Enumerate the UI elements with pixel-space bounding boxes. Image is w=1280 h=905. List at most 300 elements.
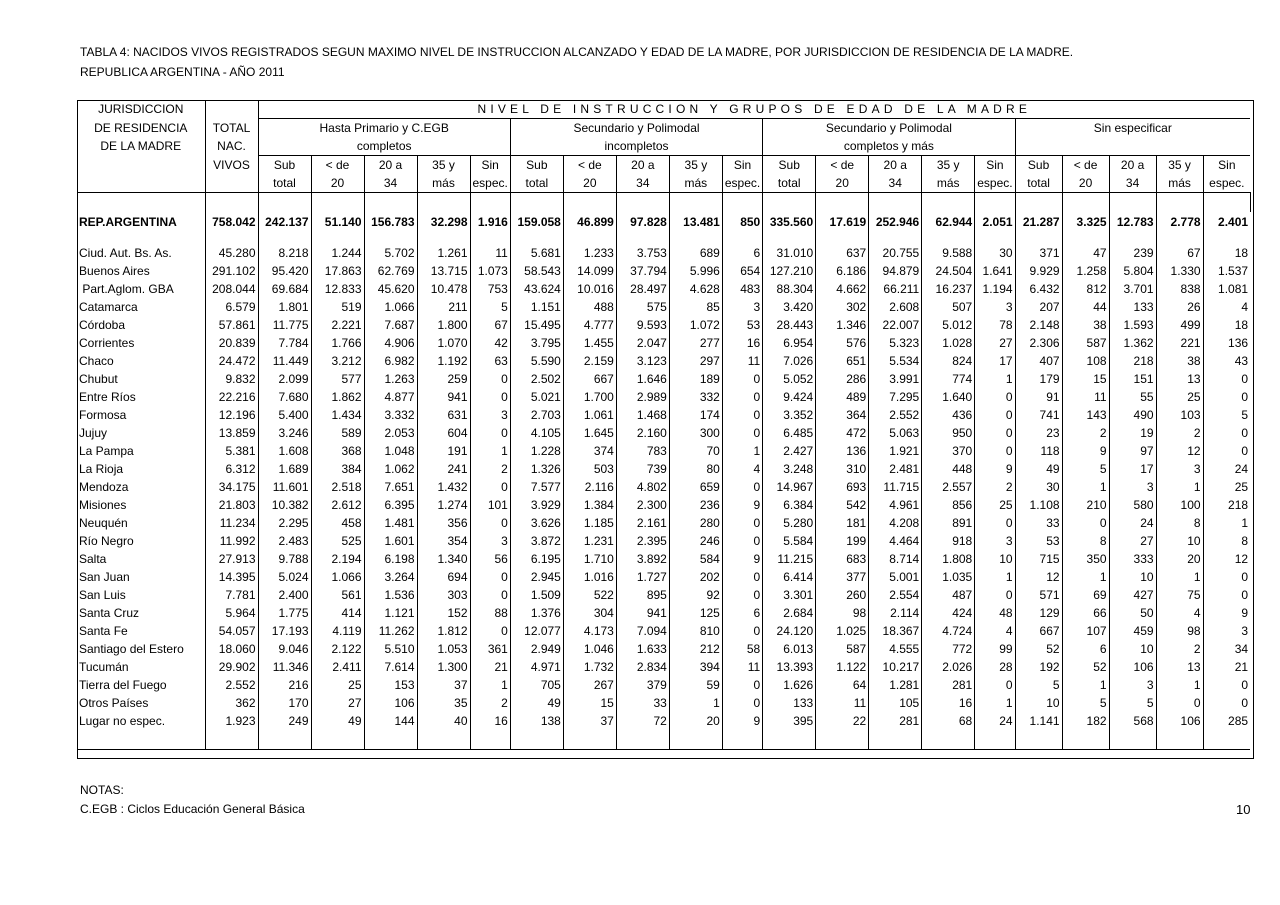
row-value: 1	[669, 694, 722, 712]
row-value: 3.248	[763, 460, 816, 478]
row-value: 1.432	[417, 478, 470, 496]
row-value: 3.246	[258, 424, 311, 442]
row-value: 0	[722, 622, 762, 640]
row-value: 25	[1156, 388, 1203, 406]
header-nivel: NIVEL DE INSTRUCCION Y GRUPOS DE EDAD DE LA MADRE	[258, 100, 1250, 119]
row-jurisdiction: Jujuy	[79, 426, 108, 440]
row-value: 91	[1015, 388, 1062, 406]
row-value: 4.971	[510, 658, 563, 676]
row-value: 1.468	[616, 406, 669, 424]
row-value: 94.879	[869, 262, 922, 280]
row-value: 136	[816, 442, 869, 460]
table-row	[77, 532, 1255, 550]
row-value: 192	[1015, 658, 1062, 676]
row-value: 424	[922, 604, 975, 622]
row-value: 1.727	[616, 568, 669, 586]
row-value: 212	[669, 640, 722, 658]
row-value: 7.784	[258, 334, 311, 352]
row-value: 2.483	[258, 532, 311, 550]
row-value: 1	[470, 676, 510, 694]
table-row	[77, 550, 1255, 568]
row-value: 3.352	[763, 406, 816, 424]
subheader-bottom-g1-0: total	[258, 174, 311, 193]
row-value: 4.208	[869, 514, 922, 532]
row-value: 2.552	[205, 676, 258, 694]
table-row	[77, 406, 1255, 424]
row-jurisdiction: Entre Ríos	[79, 390, 136, 404]
row-value: 3	[1109, 478, 1156, 496]
row-value: 11	[816, 694, 869, 712]
row-value: 0	[470, 514, 510, 532]
row-value: 1.072	[669, 316, 722, 334]
row-value: 4.173	[563, 622, 616, 640]
row-value: 25	[311, 676, 364, 694]
row-value: 108	[1062, 352, 1109, 370]
row-value: 267	[563, 676, 616, 694]
row-value: 1.608	[258, 442, 311, 460]
row-value: 6.186	[816, 262, 869, 280]
subheader-top-g1-4: Sin	[470, 156, 510, 175]
row-value: 13.859	[205, 424, 258, 442]
row-value: 395	[763, 712, 816, 730]
row-value: 332	[669, 388, 722, 406]
row-value: 810	[669, 622, 722, 640]
row-value: 1.028	[922, 334, 975, 352]
row-value: 0	[975, 388, 1015, 406]
subheader-bottom-g1-3: más	[417, 174, 470, 193]
row-value: 4.906	[364, 334, 417, 352]
row-value: 156.783	[364, 212, 417, 232]
row-value: 11.234	[205, 514, 258, 532]
row-value: 13	[1156, 370, 1203, 388]
row-value: 1.233	[563, 244, 616, 262]
row-value: 191	[417, 442, 470, 460]
row-value: 6.198	[364, 550, 417, 568]
row-value: 1.766	[311, 334, 364, 352]
row-jurisdiction: San Luis	[79, 588, 126, 602]
row-value: 5.280	[763, 514, 816, 532]
row-value: 174	[669, 406, 722, 424]
row-value: 259	[417, 370, 470, 388]
row-value: 6.195	[510, 550, 563, 568]
row-value: 297	[669, 352, 722, 370]
row-value: 1.330	[1156, 262, 1203, 280]
row-value: 384	[311, 460, 364, 478]
row-value: 0	[1203, 424, 1250, 442]
header-total-1: TOTAL	[205, 119, 258, 138]
row-value: 5.001	[869, 568, 922, 586]
row-value: 0	[722, 532, 762, 550]
row-value: 2.161	[616, 514, 669, 532]
notes-label: NOTAS:	[80, 783, 124, 797]
row-value: 2.401	[1203, 212, 1250, 232]
subheader-bottom-g4-2: 34	[1109, 174, 1156, 193]
row-value: 54.057	[205, 622, 258, 640]
row-value: 0	[722, 694, 762, 712]
row-value: 1.066	[364, 298, 417, 316]
row-value: 568	[1109, 712, 1156, 730]
row-jurisdiction: Córdoba	[79, 318, 126, 332]
row-value: 9	[975, 460, 1015, 478]
row-value: 525	[311, 532, 364, 550]
row-value: 78	[975, 316, 1015, 334]
row-value: 356	[417, 514, 470, 532]
row-value: 394	[669, 658, 722, 676]
row-value: 12.833	[311, 280, 364, 298]
row-value: 488	[563, 298, 616, 316]
table-row	[77, 496, 1255, 514]
table-row	[77, 388, 1255, 406]
row-value: 1.434	[311, 406, 364, 424]
row-value: 580	[1109, 496, 1156, 514]
row-value: 24.120	[763, 622, 816, 640]
row-value: 576	[816, 334, 869, 352]
row-value: 0	[722, 478, 762, 496]
row-value: 3.626	[510, 514, 563, 532]
row-jurisdiction: Formosa	[79, 408, 127, 422]
row-value: 1.916	[470, 212, 510, 232]
row-value: 49	[1015, 460, 1062, 478]
row-value: 6	[722, 604, 762, 622]
row-value: 52	[1015, 640, 1062, 658]
row-value: 29.902	[205, 658, 258, 676]
row-value: 44	[1062, 298, 1109, 316]
row-value: 577	[311, 370, 364, 388]
row-jurisdiction: La Pampa	[79, 444, 134, 458]
row-value: 18	[1203, 316, 1250, 334]
row-value: 667	[563, 370, 616, 388]
row-value: 3	[975, 532, 1015, 550]
row-value: 13.481	[669, 212, 722, 232]
row-value: 693	[816, 478, 869, 496]
row-value: 133	[763, 694, 816, 712]
row-value: 1.073	[470, 262, 510, 280]
row-value: 489	[816, 388, 869, 406]
row-jurisdiction: Río Negro	[79, 534, 134, 548]
row-value: 35	[417, 694, 470, 712]
row-value: 561	[311, 586, 364, 604]
row-value: 1.641	[975, 262, 1015, 280]
row-value: 138	[510, 712, 563, 730]
row-value: 10	[1015, 694, 1062, 712]
subheader-bottom-g3-1: 20	[816, 174, 869, 193]
row-value: 277	[669, 334, 722, 352]
row-value: 335.560	[763, 212, 816, 232]
row-value: 6.432	[1015, 280, 1062, 298]
row-value: 1.646	[616, 370, 669, 388]
row-value: 0	[1203, 370, 1250, 388]
row-value: 48	[975, 604, 1015, 622]
row-jurisdiction: Santa Cruz	[79, 606, 140, 620]
row-value: 3	[1203, 622, 1250, 640]
row-value: 0	[1203, 388, 1250, 406]
row-value: 11.775	[258, 316, 311, 334]
row-value: 10.382	[258, 496, 311, 514]
subheader-top-g2-2: 20 a	[616, 156, 669, 175]
subheader-top-g1-1: < de	[311, 156, 364, 175]
row-value: 13.393	[763, 658, 816, 676]
row-value: 2.945	[510, 568, 563, 586]
row-value: 2.116	[563, 478, 616, 496]
row-value: 2.703	[510, 406, 563, 424]
row-value: 2.159	[563, 352, 616, 370]
row-value: 371	[1015, 244, 1062, 262]
row-value: 9.046	[258, 640, 311, 658]
row-value: 783	[616, 442, 669, 460]
row-value: 20.755	[869, 244, 922, 262]
row-value: 98	[816, 604, 869, 622]
row-value: 758.042	[205, 212, 258, 232]
row-value: 38	[1156, 352, 1203, 370]
row-value: 7.687	[364, 316, 417, 334]
row-value: 103	[1156, 406, 1203, 424]
row-value: 6.384	[763, 496, 816, 514]
row-jurisdiction: Ciud. Aut. Bs. As.	[79, 246, 172, 260]
row-value: 13	[1156, 658, 1203, 676]
row-value: 1.261	[417, 244, 470, 262]
row-value: 13.715	[417, 262, 470, 280]
row-value: 11.262	[364, 622, 417, 640]
row-value: 5.323	[869, 334, 922, 352]
row-value: 631	[417, 406, 470, 424]
row-value: 10	[1109, 640, 1156, 658]
row-value: 1.274	[417, 496, 470, 514]
row-value: 24.504	[922, 262, 975, 280]
row-value: 25	[1203, 478, 1250, 496]
row-value: 3.325	[1062, 212, 1109, 232]
row-value: 47	[1062, 244, 1109, 262]
row-value: 2	[470, 694, 510, 712]
row-value: 6	[1062, 640, 1109, 658]
row-jurisdiction: Chubut	[79, 372, 118, 386]
row-value: 3.892	[616, 550, 669, 568]
row-value: 10.016	[563, 280, 616, 298]
row-value: 25	[975, 496, 1015, 514]
row-value: 0	[975, 406, 1015, 424]
row-value: 159.058	[510, 212, 563, 232]
table-row	[77, 658, 1255, 676]
row-value: 11.715	[869, 478, 922, 496]
row-value: 584	[669, 550, 722, 568]
row-value: 2.608	[869, 298, 922, 316]
row-value: 9	[1203, 604, 1250, 622]
subheader-top-g1-2: 20 a	[364, 156, 417, 175]
subheader-top-g1-3: 35 y	[417, 156, 470, 175]
row-value: 2.834	[616, 658, 669, 676]
row-value: 49	[311, 712, 364, 730]
row-value: 362	[205, 694, 258, 712]
row-value: 24	[1203, 460, 1250, 478]
row-value: 604	[417, 424, 470, 442]
row-value: 3.991	[869, 370, 922, 388]
row-value: 1.194	[975, 280, 1015, 298]
row-value: 0	[975, 586, 1015, 604]
row-value: 705	[510, 676, 563, 694]
row-value: 587	[1062, 334, 1109, 352]
row-value: 2.400	[258, 586, 311, 604]
row-value: 368	[311, 442, 364, 460]
row-value: 12	[1203, 550, 1250, 568]
row-value: 66.211	[869, 280, 922, 298]
row-value: 210	[1062, 496, 1109, 514]
row-value: 97.828	[616, 212, 669, 232]
row-value: 3	[975, 298, 1015, 316]
row-value: 239	[1109, 244, 1156, 262]
table-row	[77, 334, 1255, 352]
row-value: 6.395	[364, 496, 417, 514]
row-value: 11.215	[763, 550, 816, 568]
row-value: 106	[364, 694, 417, 712]
row-value: 9.593	[616, 316, 669, 334]
row-value: 6.982	[364, 352, 417, 370]
row-value: 5.996	[669, 262, 722, 280]
row-value: 1.800	[417, 316, 470, 334]
row-value: 741	[1015, 406, 1062, 424]
row-value: 1.281	[869, 676, 922, 694]
row-value: 5.063	[869, 424, 922, 442]
subheader-top-g4-3: 35 y	[1156, 156, 1203, 175]
row-value: 2.554	[869, 586, 922, 604]
row-value: 23	[1015, 424, 1062, 442]
subheader-top-g2-4: Sin	[722, 156, 762, 175]
row-value: 43	[1203, 352, 1250, 370]
row-value: 739	[616, 460, 669, 478]
row-value: 8	[1203, 532, 1250, 550]
row-value: 2.518	[311, 478, 364, 496]
row-value: 689	[669, 244, 722, 262]
header-total-3: VIVOS	[205, 156, 258, 175]
row-jurisdiction: La Rioja	[79, 462, 124, 476]
row-value: 62.944	[922, 212, 975, 232]
row-value: 2.481	[869, 460, 922, 478]
row-value: 129	[1015, 604, 1062, 622]
row-value: 181	[816, 514, 869, 532]
row-value: 407	[1015, 352, 1062, 370]
row-value: 21	[470, 658, 510, 676]
row-value: 2	[1156, 424, 1203, 442]
subheader-bottom-g3-3: más	[922, 174, 975, 193]
row-jurisdiction: Salta	[79, 552, 107, 566]
row-value: 1.231	[563, 532, 616, 550]
row-value: 17.193	[258, 622, 311, 640]
row-value: 654	[722, 262, 762, 280]
row-value: 1	[1062, 568, 1109, 586]
row-value: 487	[922, 586, 975, 604]
row-value: 5	[1062, 694, 1109, 712]
row-value: 7.614	[364, 658, 417, 676]
row-value: 14.967	[763, 478, 816, 496]
row-value: 88	[470, 604, 510, 622]
row-value: 2.051	[975, 212, 1015, 232]
row-jurisdiction: Catamarca	[79, 300, 138, 314]
subheader-top-g4-2: 20 a	[1109, 156, 1156, 175]
subheader-bottom-g4-3: más	[1156, 174, 1203, 193]
row-jurisdiction: Santa Fe	[79, 624, 128, 638]
row-value: 31.010	[763, 244, 816, 262]
row-value: 3.212	[311, 352, 364, 370]
table-row	[77, 712, 1255, 730]
row-value: 2	[1156, 640, 1203, 658]
row-value: 3.332	[364, 406, 417, 424]
row-value: 12	[1015, 568, 1062, 586]
row-value: 2.684	[763, 604, 816, 622]
table-row	[77, 244, 1255, 262]
row-value: 587	[816, 640, 869, 658]
row-value: 58.543	[510, 262, 563, 280]
row-value: 891	[922, 514, 975, 532]
row-value: 3	[1156, 460, 1203, 478]
row-jurisdiction: Buenos Aires	[79, 264, 150, 278]
subheader-top-g3-0: Sub	[763, 156, 816, 175]
row-value: 850	[722, 212, 762, 232]
row-value: 70	[669, 442, 722, 460]
row-jurisdiction: REP.ARGENTINA	[79, 215, 177, 229]
row-value: 55	[1109, 388, 1156, 406]
row-value: 2.557	[922, 478, 975, 496]
row-value: 0	[1062, 514, 1109, 532]
row-value: 0	[470, 388, 510, 406]
row-value: 16.237	[922, 280, 975, 298]
row-value: 8	[1156, 514, 1203, 532]
row-value: 24.472	[205, 352, 258, 370]
row-value: 436	[922, 406, 975, 424]
row-value: 4.105	[510, 424, 563, 442]
subheader-bottom-g1-1: 20	[311, 174, 364, 193]
row-value: 1.633	[616, 640, 669, 658]
row-value: 1.710	[563, 550, 616, 568]
row-value: 5.024	[258, 568, 311, 586]
row-value: 950	[922, 424, 975, 442]
row-value: 3.264	[364, 568, 417, 586]
row-value: 1.121	[364, 604, 417, 622]
row-value: 1.061	[563, 406, 616, 424]
row-value: 67	[470, 316, 510, 334]
row-value: 5.702	[364, 244, 417, 262]
row-value: 364	[816, 406, 869, 424]
row-value: 125	[669, 604, 722, 622]
row-value: 5.052	[763, 370, 816, 388]
row-value: 3	[470, 532, 510, 550]
row-value: 9	[722, 496, 762, 514]
row-value: 80	[669, 460, 722, 478]
row-value: 143	[1062, 406, 1109, 424]
row-value: 2.949	[510, 640, 563, 658]
row-value: 0	[470, 424, 510, 442]
row-value: 753	[470, 280, 510, 298]
row-value: 68	[922, 712, 975, 730]
row-value: 291.102	[205, 262, 258, 280]
subheader-bottom-g1-4: espec.	[470, 174, 510, 193]
row-value: 1	[975, 568, 1015, 586]
row-value: 21.803	[205, 496, 258, 514]
row-value: 9.832	[205, 370, 258, 388]
row-value: 99	[975, 640, 1015, 658]
row-value: 2.295	[258, 514, 311, 532]
row-value: 58	[722, 640, 762, 658]
row-value: 1.035	[922, 568, 975, 586]
row-value: 1	[1156, 676, 1203, 694]
row-value: 69	[1062, 586, 1109, 604]
subheader-top-g4-4: Sin	[1203, 156, 1250, 175]
row-value: 2.395	[616, 532, 669, 550]
row-value: 2.148	[1015, 316, 1062, 334]
row-value: 1	[470, 442, 510, 460]
row-value: 575	[616, 298, 669, 316]
table-row	[77, 694, 1255, 712]
table-row	[77, 586, 1255, 604]
row-value: 10	[1109, 568, 1156, 586]
row-value: 1	[975, 370, 1015, 388]
